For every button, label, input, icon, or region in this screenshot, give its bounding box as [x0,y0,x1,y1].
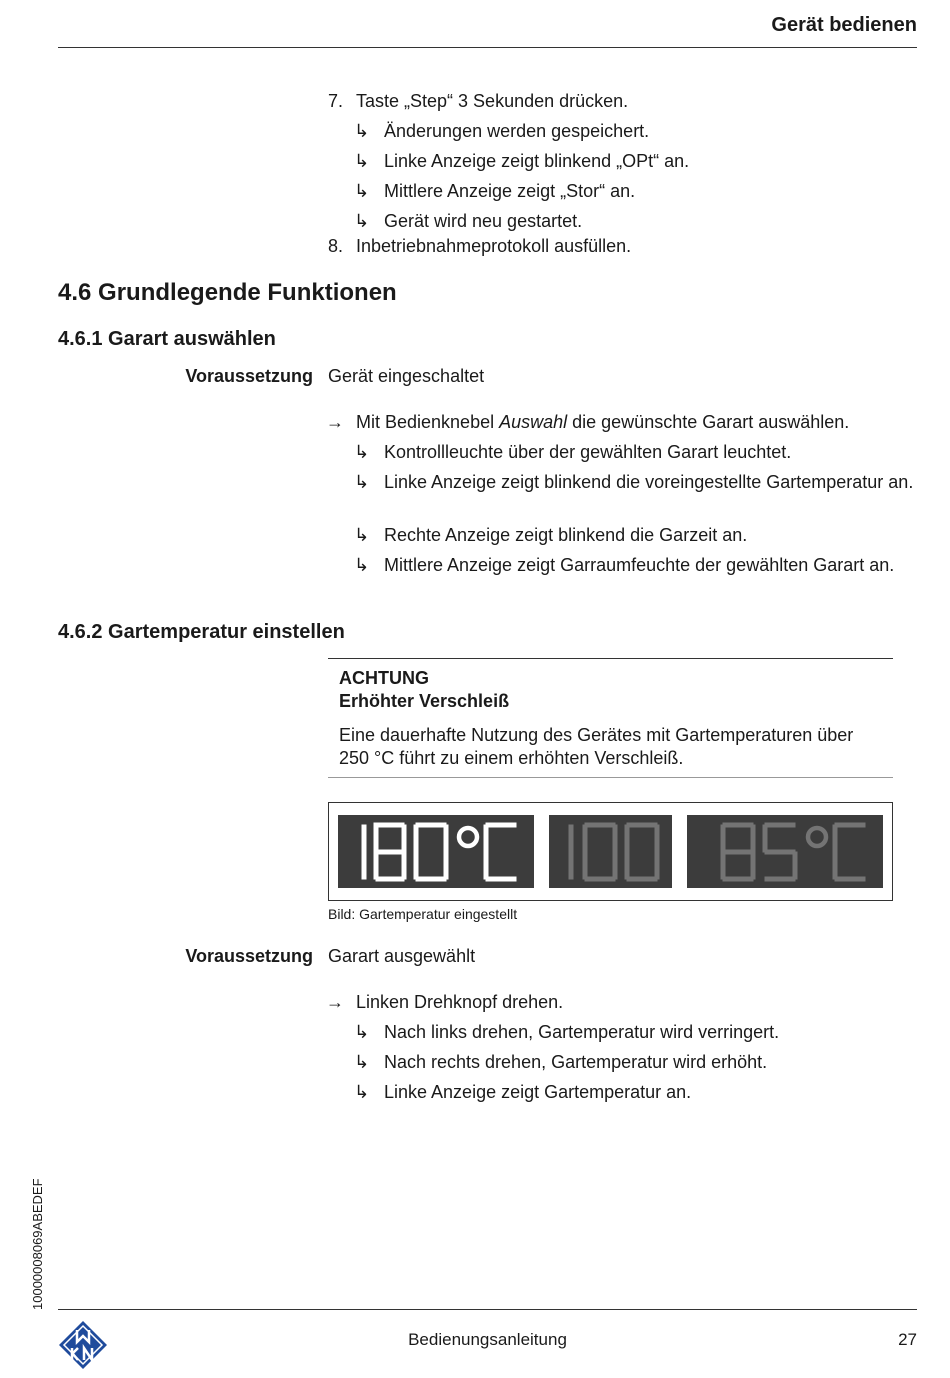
action-arrow-icon: → [326,992,344,1012]
right-display-digits [687,815,883,888]
action-arrow-icon: → [326,412,344,432]
result-arrow-icon: ↳ [354,555,370,575]
display-figure [328,802,893,901]
section-heading: 4.6 Grundlegende Funktionen [58,279,397,306]
page-number: 27 [898,1330,917,1349]
step-text: Taste „Step“ 3 Sekunden drücken. [356,91,629,111]
subsection-heading: 4.6.1 Garart auswählen [58,328,276,350]
subsection-heading: 4.6.2 Gartemperatur einstellen [58,621,345,643]
result-text: Linke Anzeige zeigt blinkend die voreingestellte Gartemperatur an. [384,472,914,492]
notice-level: ACHTUNG [339,668,429,688]
result-text: Nach rechts drehen, Gartemperatur wird erhöht. [384,1052,768,1072]
result-text: Rechte Anzeige zeigt blinkend die Garzeit an. [384,525,748,545]
result-arrow-icon: ↳ [354,1022,370,1042]
result-text: Mittlere Anzeige zeigt Garraumfeuchte der gewählten Garart an. [384,555,895,575]
prerequisite-label: Voraussetzung [185,946,313,966]
prerequisite-label: Voraussetzung [185,366,313,386]
prerequisite-value: Gerät eingeschaltet [328,366,485,386]
step-number: 7. [328,91,344,111]
result-text: Linke Anzeige zeigt blinkend „OPt“ an. [384,151,690,171]
document-id: 10000008069ABEDEF [30,1178,45,1310]
result-text: Änderungen werden gespeichert. [384,121,650,141]
result-arrow-icon: ↳ [354,121,370,141]
step-number: 8. [328,236,344,256]
left-display-digits [338,815,534,888]
footer-divider [58,1309,917,1310]
result-text: Linke Anzeige zeigt Gartemperatur an. [384,1082,692,1102]
notice-heading: Erhöhter Verschleiß [339,691,510,711]
result-text: Gerät wird neu gestartet. [384,211,583,231]
result-text: Nach links drehen, Gartemperatur wird verringert. [384,1022,780,1042]
left-display [338,815,534,888]
result-arrow-icon: ↳ [354,472,370,492]
step-text: Inbetriebnahmeprotokoll ausfüllen. [356,236,632,256]
result-arrow-icon: ↳ [354,1052,370,1072]
result-arrow-icon: ↳ [354,442,370,462]
prerequisite-value: Garart ausgewählt [328,946,476,966]
result-text: Mittlere Anzeige zeigt „Stor“ an. [384,181,636,201]
action-text: Mit Bedienknebel Auswahl die gewünschte Garart auswählen. [356,412,850,432]
figure-caption: Bild: Gartemperatur eingestellt [328,906,518,922]
footer-title: Bedienungsanleitung [408,1330,567,1349]
middle-display-digits [549,815,672,888]
result-arrow-icon: ↳ [354,211,370,231]
header-divider [58,47,917,48]
notice-text: Eine dauerhafte Nutzung des Gerätes mit Gartemperaturen über 250 °C führt zu einem erhöhten Verschleiß. [339,725,854,768]
warning-notice [328,658,893,778]
result-arrow-icon: ↳ [354,151,370,171]
middle-display [549,815,672,888]
page-header-title: Gerät bedienen [771,14,917,36]
right-display [687,815,883,888]
result-arrow-icon: ↳ [354,181,370,201]
result-arrow-icon: ↳ [354,525,370,545]
result-text: Kontrollleuchte über der gewählten Garart leuchtet. [384,442,792,462]
result-arrow-icon: ↳ [354,1082,370,1102]
action-text: Linken Drehknopf drehen. [356,992,564,1012]
